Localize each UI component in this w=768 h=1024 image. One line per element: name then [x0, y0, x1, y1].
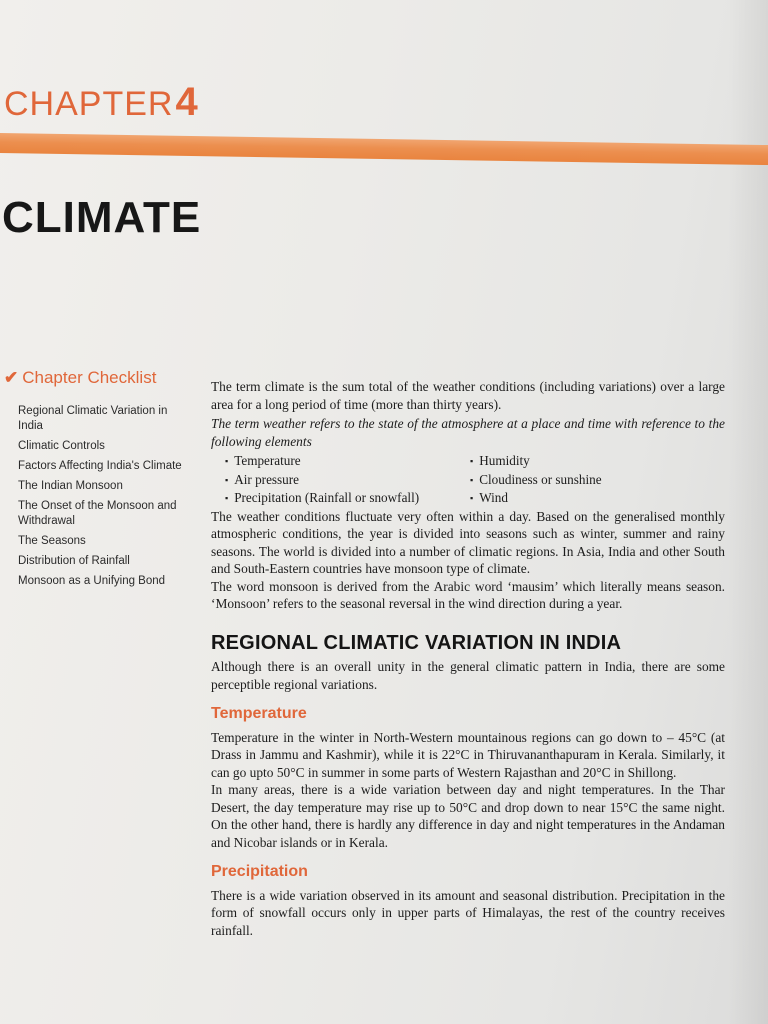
checklist-item: The Indian Monsoon	[18, 480, 123, 492]
chapter-title: CLIMATE	[2, 193, 202, 242]
checklist-item: Distribution of Rainfall	[18, 555, 130, 567]
header-brush-band	[0, 133, 768, 165]
monsoon-paragraph: The word monsoon is derived from the Arabic word ‘mausim’ which literally means season. ‘Monsoon’ refers to the seasonal reversal in the wind direction during a year.	[211, 578, 725, 611]
weather-element: ▪ Cloudiness or sunshine	[470, 471, 715, 490]
checklist-item: The Seasons	[18, 535, 86, 547]
climate-definition: The term climate is the sum total of the weather conditions (including variations) over a large area for a long period of time (more than thirty years).	[211, 379, 725, 412]
main-content	[211, 378, 725, 939]
checklist-title-text: Chapter Checklist	[22, 368, 157, 387]
weather-element: ▪ Air pressure	[225, 471, 470, 490]
temperature-paragraph-2: In many areas, there is a wide variation between day and night temperatures. In the Thar Desert, the day temperature may rise up to 50°C and drop down to near 15°C the same night. On the other hand, there is hardly any difference in day and night temperatures in the Andaman and Nicobar islands or in Kerala.	[211, 782, 725, 850]
chapter-label	[4, 80, 199, 125]
checkmark-icon: ✔	[4, 368, 19, 387]
regional-intro: Although there is an overall unity in the general climatic pattern in India, there are some perceptible regional variations.	[211, 659, 725, 692]
temperature-heading: Temperature	[211, 705, 307, 722]
precipitation-paragraph: There is a wide variation observed in its amount and seasonal distribution. Precipitation in the form of snowfall occurs only in upper parts of Himalayas, the rest of the country receives rainfall.	[211, 887, 725, 938]
weather-definition: The term weather refers to the state of the atmosphere at a place and time with reference to the following elements	[211, 416, 725, 449]
weather-elements-list	[225, 452, 725, 508]
section-heading: REGIONAL CLIMATIC VARIATION IN INDIA	[211, 631, 622, 654]
checklist	[18, 404, 193, 594]
checklist-item: Monsoon as a Unifying Bond	[18, 575, 166, 587]
seasons-paragraph: The weather conditions fluctuate very often within a day. Based on the generalised monthly atmospheric conditions, the year is divided into seasons such as winter, summer and rainy seasons. The world is divided into a number of climatic regions. In Asia, India and other South and South-Eastern countries have monsoon type of climate.	[211, 508, 725, 576]
checklist-item: Factors Affecting India's Climate	[18, 460, 182, 472]
checklist-item: Climatic Controls	[18, 440, 105, 452]
weather-element: ▪ Humidity	[470, 452, 715, 471]
chapter-number: 4	[175, 80, 199, 124]
weather-element: ▪ Temperature	[225, 452, 470, 471]
weather-element: ▪ Precipitation (Rainfall or snowfall)	[225, 489, 470, 508]
chapter-label-text: CHAPTER	[4, 85, 174, 123]
precipitation-heading: Precipitation	[211, 863, 308, 880]
checklist-item: The Onset of the Monsoon and Withdrawal	[18, 500, 177, 527]
temperature-paragraph-1: Temperature in the winter in North-Western mountainous regions can go down to – 45°C (at Drass in Jammu and Kashmir), while it is 22°C in Thiruvananthapuram in Kerala. Similarly, it can go upto 50°C in summer in some parts of Western Rajasthan and 20°C in Shillong.	[211, 729, 725, 780]
checklist-item: Regional Climatic Variation in India	[18, 405, 168, 432]
checklist-title	[4, 368, 156, 388]
weather-element: ▪ Wind	[470, 489, 715, 508]
